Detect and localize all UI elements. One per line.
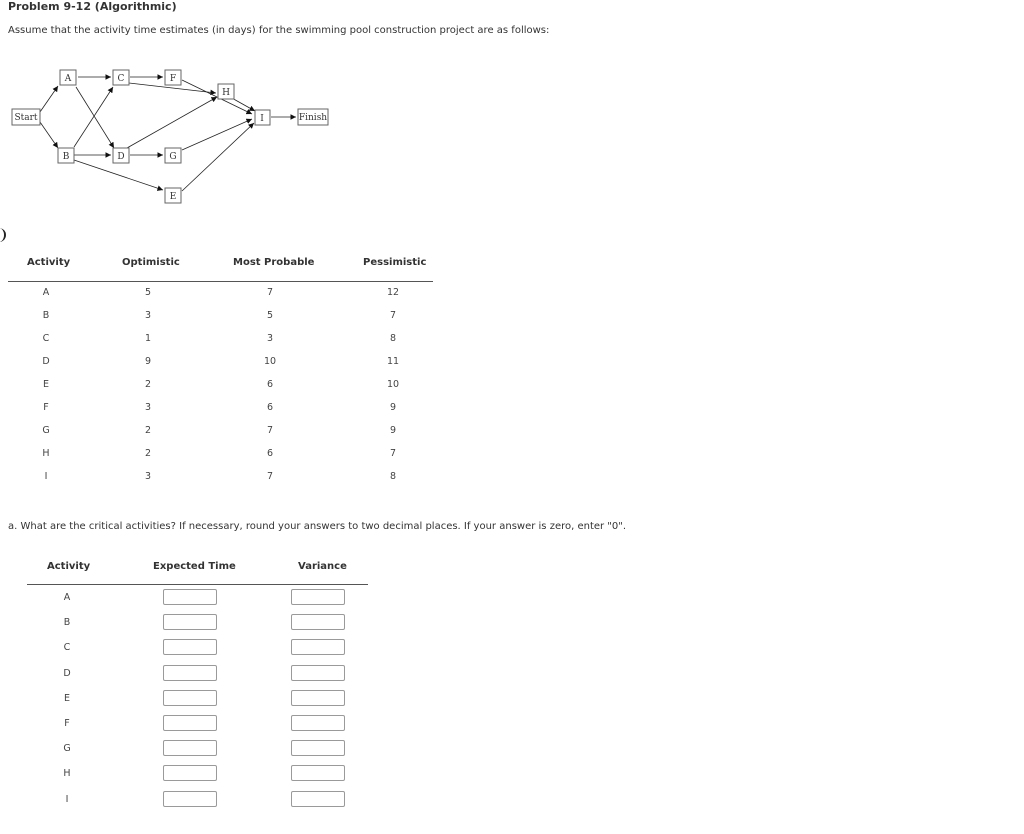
cell-most-probable: 5: [266, 310, 274, 321]
cell-activity: F: [43, 402, 49, 413]
cell-optimistic: 1: [144, 333, 152, 344]
node-label: F: [169, 74, 177, 84]
header-most-probable: Most Probable: [233, 257, 315, 268]
cell-activity: F: [64, 718, 70, 729]
cell-activity: B: [63, 617, 71, 629]
edge-a-d: [76, 87, 114, 148]
variance-input[interactable]: [291, 715, 345, 731]
edge-b-c: [74, 87, 113, 147]
problem-intro: Assume that the activity time estimates (in days) for the swimming pool construction project are as follows:: [8, 25, 550, 36]
cell-most-probable: 7: [266, 287, 274, 298]
header-pessimistic: Pessimistic: [363, 257, 427, 268]
node-label: E: [169, 192, 177, 202]
cell-most-probable: 7: [266, 425, 274, 436]
cell-pessimistic: 7: [389, 448, 397, 459]
node-label: B: [62, 152, 70, 162]
cell-most-probable: 6: [266, 379, 274, 390]
cell-pessimistic: 10: [386, 379, 400, 390]
cell-pessimistic: 8: [389, 471, 397, 482]
node-start: [12, 109, 40, 125]
cell-optimistic: 3: [144, 402, 152, 413]
variance-input[interactable]: [291, 589, 345, 605]
cell-activity: C: [63, 642, 71, 654]
node-label: G: [169, 152, 177, 162]
cell-most-probable: 7: [266, 471, 274, 482]
edge-e-i: [182, 123, 254, 191]
variance-input[interactable]: [291, 614, 345, 630]
header-activity: Activity: [27, 257, 71, 268]
variance-input[interactable]: [291, 740, 345, 756]
node-b: [58, 148, 74, 163]
node-i: [255, 110, 270, 125]
header-activity: Activity: [47, 561, 91, 572]
node-e: [165, 188, 181, 203]
expected-time-input[interactable]: [163, 690, 217, 706]
cell-optimistic: 9: [144, 356, 152, 367]
expected-time-input[interactable]: [163, 614, 217, 630]
cell-optimistic: 5: [144, 287, 152, 298]
cell-most-probable: 6: [266, 402, 274, 413]
cell-activity: I: [65, 793, 69, 805]
expected-time-input[interactable]: [163, 589, 217, 605]
cell-optimistic: 2: [144, 448, 152, 459]
edge-start-a: [40, 86, 58, 112]
edge-f-i: [182, 80, 252, 114]
node-label: Start: [14, 113, 38, 123]
cell-activity: H: [63, 768, 71, 780]
page-edge-mark: [0, 228, 6, 242]
expected-time-input[interactable]: [163, 765, 217, 781]
cell-activity: G: [63, 743, 71, 755]
edge-start-b: [40, 122, 58, 148]
cell-activity: G: [42, 425, 50, 436]
cell-activity: C: [42, 333, 50, 344]
network-diagram: [0, 60, 360, 220]
cell-pessimistic: 11: [386, 356, 400, 367]
cell-optimistic: 2: [144, 425, 152, 436]
cell-most-probable: 3: [266, 333, 274, 344]
cell-most-probable: 6: [266, 448, 274, 459]
cell-activity: E: [63, 692, 71, 704]
expected-time-input[interactable]: [163, 665, 217, 681]
variance-input[interactable]: [291, 665, 345, 681]
node-f: [165, 70, 181, 85]
table-divider: [27, 584, 368, 585]
cell-activity: D: [63, 667, 71, 679]
cell-activity: A: [42, 287, 50, 298]
cell-optimistic: 3: [144, 471, 152, 482]
node-h: [218, 84, 234, 99]
cell-activity: I: [44, 471, 48, 482]
node-label: A: [64, 74, 72, 84]
node-d: [113, 148, 129, 163]
cell-pessimistic: 9: [389, 425, 397, 436]
node-label: C: [117, 74, 125, 84]
variance-input[interactable]: [291, 639, 345, 655]
cell-pessimistic: 7: [389, 310, 397, 321]
cell-activity: A: [63, 592, 71, 603]
node-a: [60, 70, 76, 85]
expected-time-input[interactable]: [163, 639, 217, 655]
cell-most-probable: 10: [263, 356, 277, 367]
node-c: [113, 70, 129, 85]
edge-b-e: [74, 160, 163, 190]
cell-optimistic: 3: [144, 310, 152, 321]
cell-pessimistic: 8: [389, 333, 397, 344]
expected-time-input[interactable]: [163, 715, 217, 731]
problem-title: Problem 9-12 (Algorithmic): [8, 0, 177, 13]
cell-pessimistic: 9: [389, 402, 397, 413]
cell-activity: B: [42, 310, 50, 321]
expected-time-input[interactable]: [163, 791, 217, 807]
node-label: H: [222, 88, 230, 98]
node-label: D: [117, 152, 125, 162]
header-variance: Variance: [298, 561, 347, 572]
header-expected-time: Expected Time: [153, 561, 236, 572]
variance-input[interactable]: [291, 765, 345, 781]
node-label: I: [260, 114, 264, 124]
header-optimistic: Optimistic: [122, 257, 180, 268]
cell-activity: H: [42, 448, 50, 459]
cell-activity: D: [42, 356, 50, 367]
cell-pessimistic: 12: [386, 287, 400, 298]
node-finish: [298, 109, 328, 125]
table-divider: [8, 281, 433, 282]
question-a-text: a. What are the critical activities? If necessary, round your answers to two decimal places. If your answer is zero, enter "0".: [8, 521, 627, 532]
expected-time-input[interactable]: [163, 740, 217, 756]
cell-optimistic: 2: [144, 379, 152, 390]
node-g: [165, 148, 181, 163]
node-label: Finish: [298, 113, 328, 123]
variance-input[interactable]: [291, 690, 345, 706]
cell-activity: E: [42, 379, 50, 390]
variance-input[interactable]: [291, 791, 345, 807]
